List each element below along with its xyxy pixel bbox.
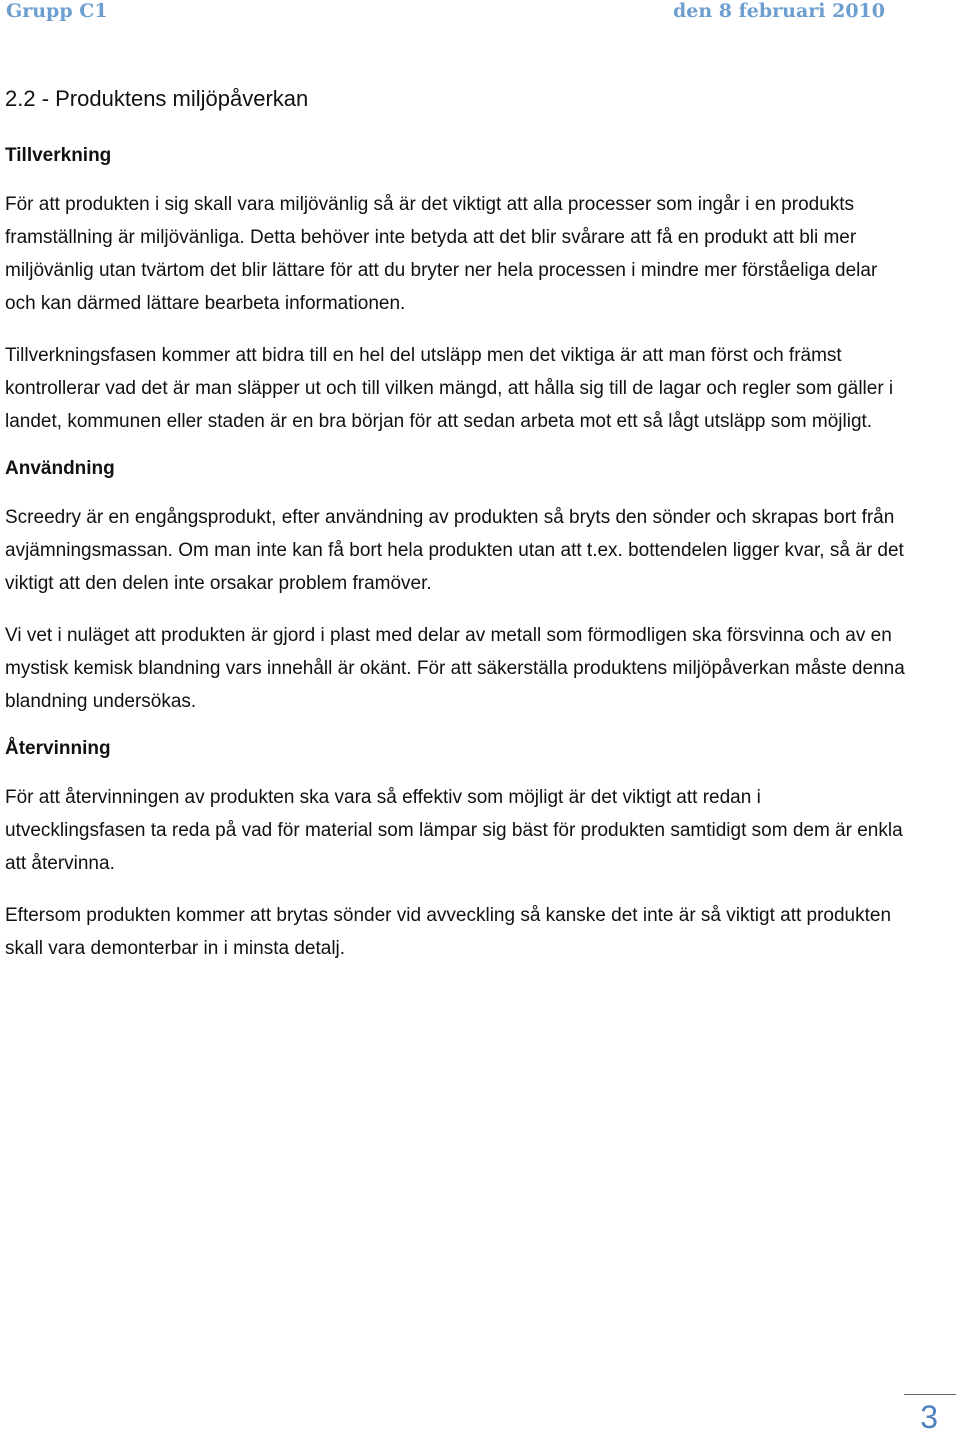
paragraph: För att återvinningen av produkten ska vara så effektiv som möjligt är det viktigt att redan i utvecklingsfasen ta reda på vad för material som lämpar sig bäst för produkten samtidigt som dem är enkla att återvinna. xyxy=(5,787,903,874)
paragraph: Vi vet i nuläget att produkten är gjord i plast med delar av metall som förmodligen ska försvinna och av en mystisk kemisk blandning vars innehåll är okänt. För att säkerställa produktens miljöpåverkan måste denna blandning undersökas. xyxy=(5,625,905,712)
page-number: 3 xyxy=(920,1399,938,1435)
heading-tillverkning: Tillverkning xyxy=(5,145,112,166)
page-header xyxy=(6,0,885,24)
paragraph: För att produkten i sig skall vara miljövänlig så är det viktigt att alla processer som ingår i en produkts framställning är miljövänliga. Detta behöver inte betyda att det blir svårare att få en produkt att bli mer miljövänlig utan tvärtom det blir lättare för att du bryter ner hela processen i mindre mer förståeliga delar och kan därmed lättare bearbeta informationen. xyxy=(5,194,878,314)
paragraph: Tillverkningsfasen kommer att bidra till en hel del utsläpp men det viktiga är att man först och främst kontrollerar vad det är man släpper ut och till vilken mängd, att hålla sig till de lagar och regler som gäller i landet, kommunen eller staden är en bra början för att sedan arbeta mot ett så lågt utsläpp som möjligt. xyxy=(5,345,894,432)
paragraph: Eftersom produkten kommer att brytas sönder vid avveckling så kanske det inte är så viktigt att produkten skall vara demonterbar in i minsta detalj. xyxy=(5,905,892,959)
heading-atervinning: Återvinning xyxy=(5,738,111,759)
header-group-name: Grupp C1 xyxy=(6,0,108,22)
page-footer xyxy=(904,1394,956,1435)
header-date: den 8 februari 2010 xyxy=(672,0,885,22)
section-title: 2.2 - Produktens miljöpåverkan xyxy=(5,86,309,111)
paragraph: Screedry är en engångsprodukt, efter användning av produkten så bryts den sönder och skrapas bort från avjämningsmassan. Om man inte kan få bort hela produkten utan att t.ex. bottendelen ligger kvar, så är det viktigt att den delen inte orsakar problem framöver. xyxy=(5,507,904,594)
heading-anvandning: Användning xyxy=(5,458,115,479)
document-body xyxy=(5,84,905,984)
